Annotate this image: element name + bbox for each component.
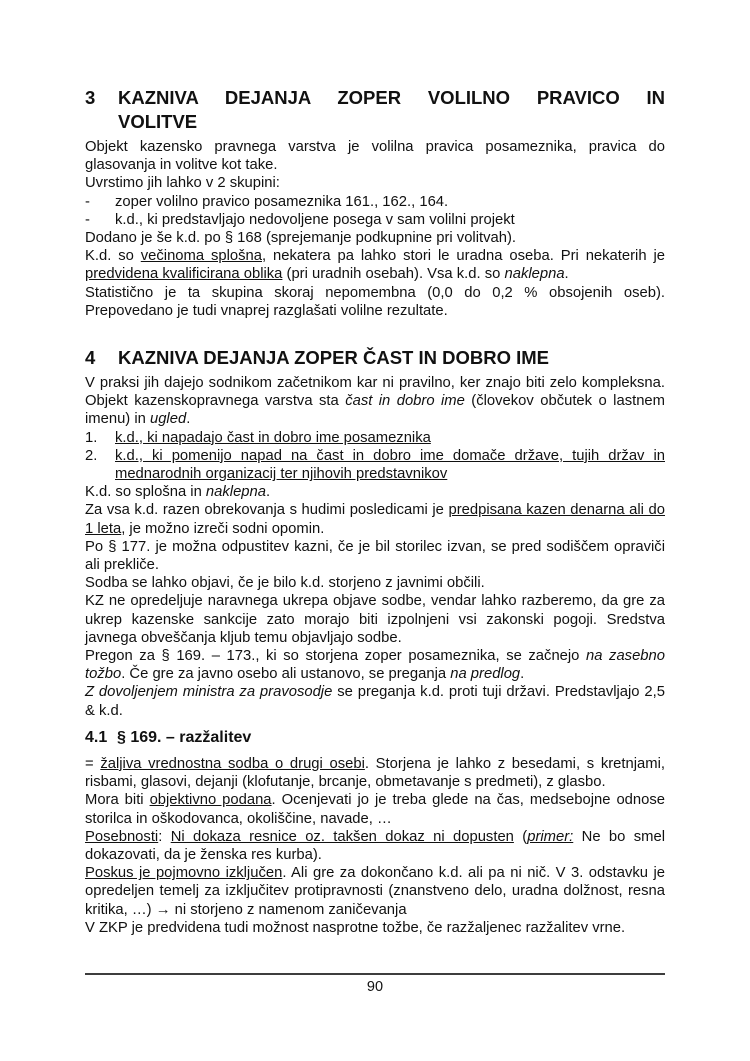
text-run: žaljiva vrednostna sodba o drugi osebi xyxy=(100,755,365,772)
text-run: (pri uradnih osebah). Vsa k.d. so xyxy=(282,266,505,283)
text-run: . Če gre za javno osebo ali ustanovo, se preganja xyxy=(121,666,451,683)
text-run: primer: xyxy=(527,828,574,845)
list-item xyxy=(85,429,665,447)
list-item-text xyxy=(115,211,665,229)
paragraph xyxy=(85,174,665,192)
text-run: . Ali gre za dokončano k.d. ali pa ni nič. V 3. odstavku je opredeljen temelj za izključitev protipravnosti (znanstveno delo, uradna dolžnost, resna kritika, …) → ni storjeno z namenom zaničevanja xyxy=(85,865,665,918)
heading-text xyxy=(118,86,665,134)
list-marker: - xyxy=(85,193,90,210)
list-item xyxy=(85,211,665,229)
text-run: objektivno podana xyxy=(149,792,272,809)
text-run: Statistično je ta skupina skoraj nepomembna (0,0 do 0,2 % obsojenih oseb). Prepovedano je tudi vnaprej razglašati volilne rezultate. xyxy=(85,284,665,319)
list-marker: 2. xyxy=(85,447,98,464)
text-run: razžalitev xyxy=(179,728,252,746)
text-run: ( xyxy=(513,828,528,845)
list-item xyxy=(85,193,665,211)
paragraph xyxy=(85,229,665,247)
paragraph xyxy=(85,683,665,719)
text-run: Ne bo smel dokazovati, da je ženska res kurba). xyxy=(85,828,665,863)
text-run: (človekov občutek o lastnem imenu) in xyxy=(85,393,665,428)
list-item xyxy=(85,447,665,483)
text-run: . xyxy=(265,484,271,501)
paragraph xyxy=(85,247,665,283)
text-run: Z dovoljenjem ministra za pravosodje xyxy=(85,684,333,701)
section-heading xyxy=(85,346,665,370)
list-item-text xyxy=(115,193,665,211)
text-run: Mora biti xyxy=(85,792,150,809)
text-run: Za vsa k.d. razen obrekovanja s hudimi posledicami je xyxy=(85,502,449,519)
heading-number: 4 xyxy=(85,347,96,369)
text-run: . Storjena je lahko z besedami, s kretnjami, risbami, glasovi, dejanji (klofutanje, brcanje, obmetavanje s predmeti), z glasbo. xyxy=(85,755,665,791)
text-run: . xyxy=(564,266,569,283)
text-run: k.d., ki napadajo čast in dobro ime posameznika xyxy=(115,429,431,446)
paragraph xyxy=(85,138,665,174)
document-content xyxy=(85,86,665,937)
paragraph xyxy=(85,574,665,592)
heading-text xyxy=(118,346,665,370)
text-run: predpisana kazen denarna ali do 1 leta xyxy=(85,502,665,537)
text-run: k.d., ki predstavljajo nedovoljene posega v sam volilni projekt xyxy=(115,211,515,228)
paragraph xyxy=(85,919,665,937)
text-run: KAZNIVA DEJANJA ZOPER VOLILNO PRAVICO IN xyxy=(118,87,665,108)
text-run: V ZKP je predvidena tudi možnost nasprotne tožbe, če razžaljenec razžalitev vrne. xyxy=(85,919,626,936)
text-run: naklepna xyxy=(205,484,266,501)
page-footer xyxy=(85,973,665,995)
text-run: Uvrstimo jih lahko v 2 skupini: xyxy=(85,175,280,192)
text-run: , je možno izreči sodni opomin. xyxy=(121,520,325,537)
text-run: Po § 177. je možna odpustitev kazni, če je bil storilec izvan, se pred sodiščem opraviči ali prekliče. xyxy=(85,538,665,574)
paragraph xyxy=(85,755,665,791)
text-run: KAZNIVA DEJANJA ZOPER ČAST IN DOBRO IME xyxy=(118,347,550,369)
heading-line xyxy=(118,346,665,370)
text-run: Ni dokaza resnice oz. takšen dokaz ni dopusten xyxy=(170,828,514,845)
text-run: K.d. so xyxy=(85,248,141,265)
text-run: = xyxy=(85,755,101,772)
list-item-text xyxy=(115,447,665,483)
list-marker: 1. xyxy=(85,429,98,446)
text-run: § 169. – xyxy=(117,728,180,746)
text-run: : xyxy=(158,828,171,845)
text-run: se preganja k.d. proti tuji državi. Predstavljajo 2,5 & k.d. xyxy=(85,684,665,719)
text-run: . xyxy=(520,666,525,683)
text-run: KZ ne opredeljuje naravnega ukrepa objave sodbe, vendar lahko razberemo, da gre za ukrep kazenske sankcije zato morajo biti izpolnjeni vsi zakonski pogoji. Sredstva javnega obveščanja kljub temu objavljajo sodbe. xyxy=(85,593,665,646)
paragraph xyxy=(85,483,665,501)
paragraph xyxy=(85,828,665,864)
text-run: Pregon za § 169. – 173., ki so storjena zoper posameznika, se začnejo xyxy=(85,648,586,665)
text-run: zoper volilno pravico posameznika 161., 162., 164. xyxy=(115,193,449,210)
page-number: 90 xyxy=(366,979,384,995)
text-run: čast in dobro ime xyxy=(345,393,465,410)
list-item-text xyxy=(115,429,665,447)
paragraph xyxy=(85,284,665,320)
paragraph xyxy=(85,864,665,919)
heading-line xyxy=(117,728,665,748)
text-run: predvidena kvalificirana oblika xyxy=(85,266,283,283)
list-marker: - xyxy=(85,211,90,228)
text-run: na zasebno tožbo xyxy=(85,648,665,683)
text-run: , nekatera pa lahko stori le uradna oseba. Pri nekaterih je xyxy=(262,248,665,265)
heading-number: 3 xyxy=(85,87,96,108)
text-run: večinoma splošna xyxy=(140,248,262,265)
text-run: K.d. so splošna in xyxy=(85,484,206,501)
text-run: Posebnosti xyxy=(85,828,159,845)
text-run: Sodba se lahko objavi, če je bilo k.d. storjeno z javnimi občili. xyxy=(85,575,485,592)
heading-text xyxy=(117,728,665,748)
text-run: ugled xyxy=(149,411,187,428)
text-run: naklepna xyxy=(504,266,565,283)
text-run: VOLITVE xyxy=(118,111,198,132)
paragraph xyxy=(85,374,665,429)
heading-number: 4.1 xyxy=(85,728,108,746)
text-run: Dodano je še k.d. po § 168 (sprejemanje podkupnine pri volitvah). xyxy=(85,230,517,247)
section-heading xyxy=(85,86,665,134)
paragraph xyxy=(85,538,665,574)
text-run: Poskus je pojmovno izključen xyxy=(85,865,283,882)
paragraph xyxy=(85,647,665,683)
text-run: k.d., ki pomenijo napad na čast in dobro ime domače države, tujih držav in mednarodnih organizacij ter njihovih predstavnikov xyxy=(115,447,665,483)
paragraph xyxy=(85,592,665,647)
text-run: V praksi jih dajejo sodnikom začetnikom kar ni pravilno, ker znajo biti zelo kompleksna. Objekt kazenskopravnega varstva sta xyxy=(85,375,665,410)
paragraph xyxy=(85,791,665,827)
subsection-heading xyxy=(85,728,665,748)
text-run: . Ocenjevati jo je treba glede na čas, medsebojne odnose storilca in oškodovanca, okoliščine, navade, … xyxy=(85,792,665,827)
text-run: . xyxy=(186,411,191,428)
heading-line xyxy=(118,86,665,110)
text-run: Objekt kazensko pravnega varstva je volilna pravica posameznika, pravica do glasovanja in volitve kot take. xyxy=(85,139,665,174)
heading-line xyxy=(118,110,665,134)
paragraph xyxy=(85,501,665,537)
text-run: na predlog xyxy=(450,666,521,683)
